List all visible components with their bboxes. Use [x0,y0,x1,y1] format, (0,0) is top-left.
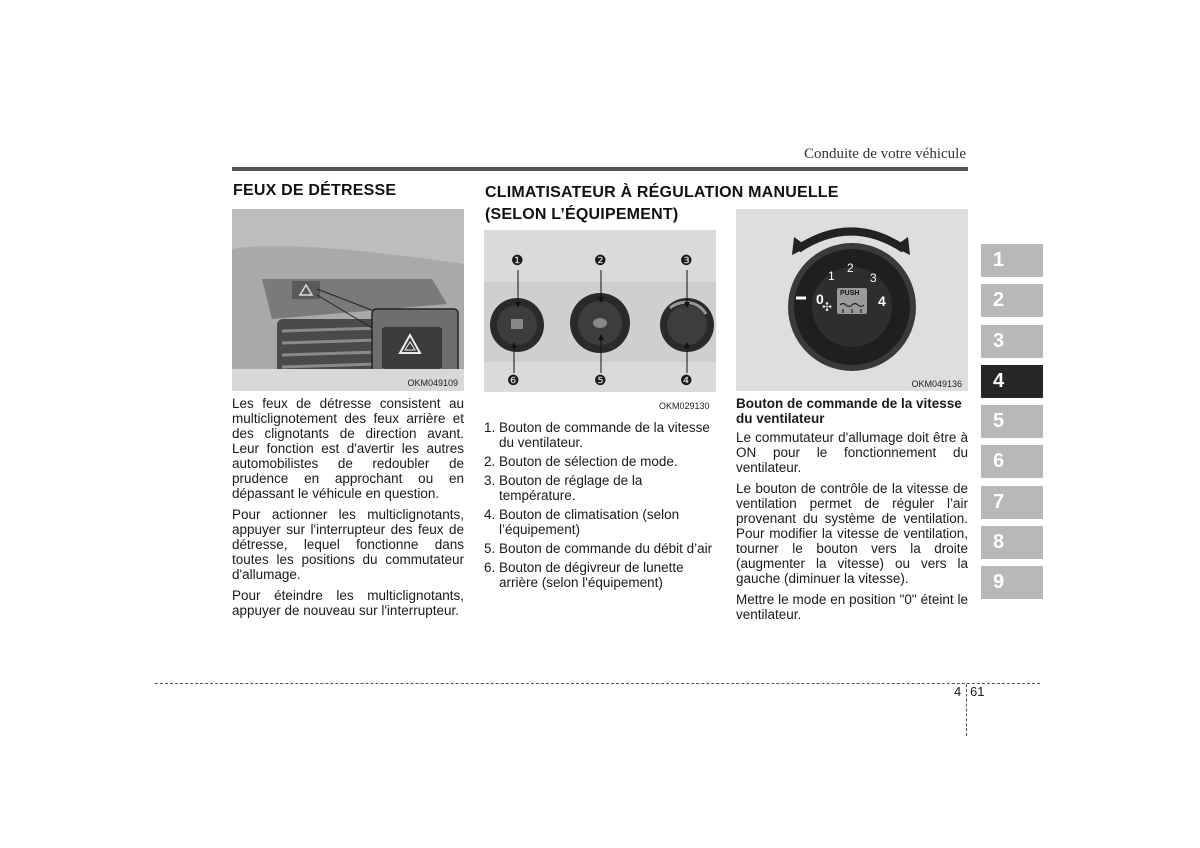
svg-text:✣: ✣ [822,300,833,314]
chapter-tab-1[interactable]: 1 [981,244,1043,277]
hazard-text [232,396,464,624]
climate-figure-code: OKM029130 [659,401,710,411]
hazard-figure-code: OKM049109 [407,378,458,388]
list-item: 4. Bouton de climatisation (selon l’équipement) [484,507,680,537]
footer-divider [966,684,967,736]
callout-4: ❹ [680,372,693,388]
hazard-heading: FEUX DE DÉTRESSE [233,182,397,199]
hazard-paragraph: Pour éteindre les multiclignotants, appuyer de nouveau sur l'interrupteur. [232,588,464,618]
knob-label-4: 4 [878,293,886,309]
section-title: Conduite de votre véhicule [803,146,966,162]
climate-controls-photo [484,230,716,392]
callout-2: ❷ [594,252,607,268]
chapter-tab-9[interactable]: 9 [981,566,1043,599]
climate-heading-line1: CLIMATISATEUR À RÉGULATION MANUELLE [485,184,839,201]
fan-subheading: Bouton de commande de la vitesse du ventilateur [736,396,962,426]
hazard-paragraph: Pour actionner les multiclignotants, appuyer sur l'interrupteur des feux de détresse, lequel fonctionne dans toutes les positions du commutateur d'allumage. [232,507,464,582]
chapter-tab-3[interactable]: 3 [981,325,1043,358]
list-item: 1. Bouton de commande de la vitesse du ventilateur. [484,420,710,450]
fan-paragraph: Le bouton de contrôle de la vitesse de ventilation permet de réguler l’air provenant du système de ventilation. Pour modifier la vitesse de ventilation, tourner le bouton vers la droite (augmenter la vitesse) ou vers la gauche (diminuer la vitesse). [736,481,968,586]
hazard-paragraph: Les feux de détresse consistent au multiclignotement des feux arrière et des clignotants de direction avant. Leur fonction est d'avertir les autres automobilistes de redoubler de prudence en approchant ou en dépassant le véhicule en question. [232,396,464,501]
knob-label-push: PUSH [840,290,860,297]
climate-controls-list [484,420,714,594]
knob-label-1: 1 [828,269,835,283]
chapter-tab-8[interactable]: 8 [981,526,1043,559]
fan-figure-code: OKM049136 [911,379,962,389]
hazard-switch-photo [232,209,464,391]
chapter-tab-4[interactable]: 4 [981,365,1043,398]
fan-paragraph: Le commutateur d'allumage doit être à ON pour le fonctionnement du ventilateur. [736,430,968,475]
chapter-tab-7[interactable]: 7 [981,486,1043,519]
callout-3: ❸ [680,252,693,268]
list-item: 6. Bouton de dégivreur de lunette arrière (selon l'équipement) [484,560,684,590]
chapter-tabs [981,244,1043,607]
header-rule [232,167,968,171]
list-item: 5. Bouton de commande du débit d’air [484,541,713,556]
footer-page: 61 [970,684,985,699]
list-item: 3. Bouton de réglage de la température. [484,473,643,503]
knob-label-0: 0 [816,291,824,307]
knob-label-3: 3 [870,271,877,285]
callout-5: ❺ [594,372,607,388]
list-item: 2. Bouton de sélection de mode. [484,454,678,469]
climate-heading-line2: (SELON L’ÉQUIPEMENT) [485,206,679,223]
fan-paragraph: Mettre le mode en position "0" éteint le ventilateur. [736,592,968,622]
chapter-tab-5[interactable]: 5 [981,405,1043,438]
knob-label-2: 2 [847,261,854,275]
callout-6: ❻ [507,372,520,388]
fan-knob-photo [736,209,968,391]
footer-rule [155,683,1040,684]
footer-chapter: 4 [954,684,962,699]
chapter-tab-2[interactable]: 2 [981,284,1043,317]
fan-text [736,396,968,628]
callout-1: ❶ [511,252,524,268]
chapter-tab-6[interactable]: 6 [981,445,1043,478]
